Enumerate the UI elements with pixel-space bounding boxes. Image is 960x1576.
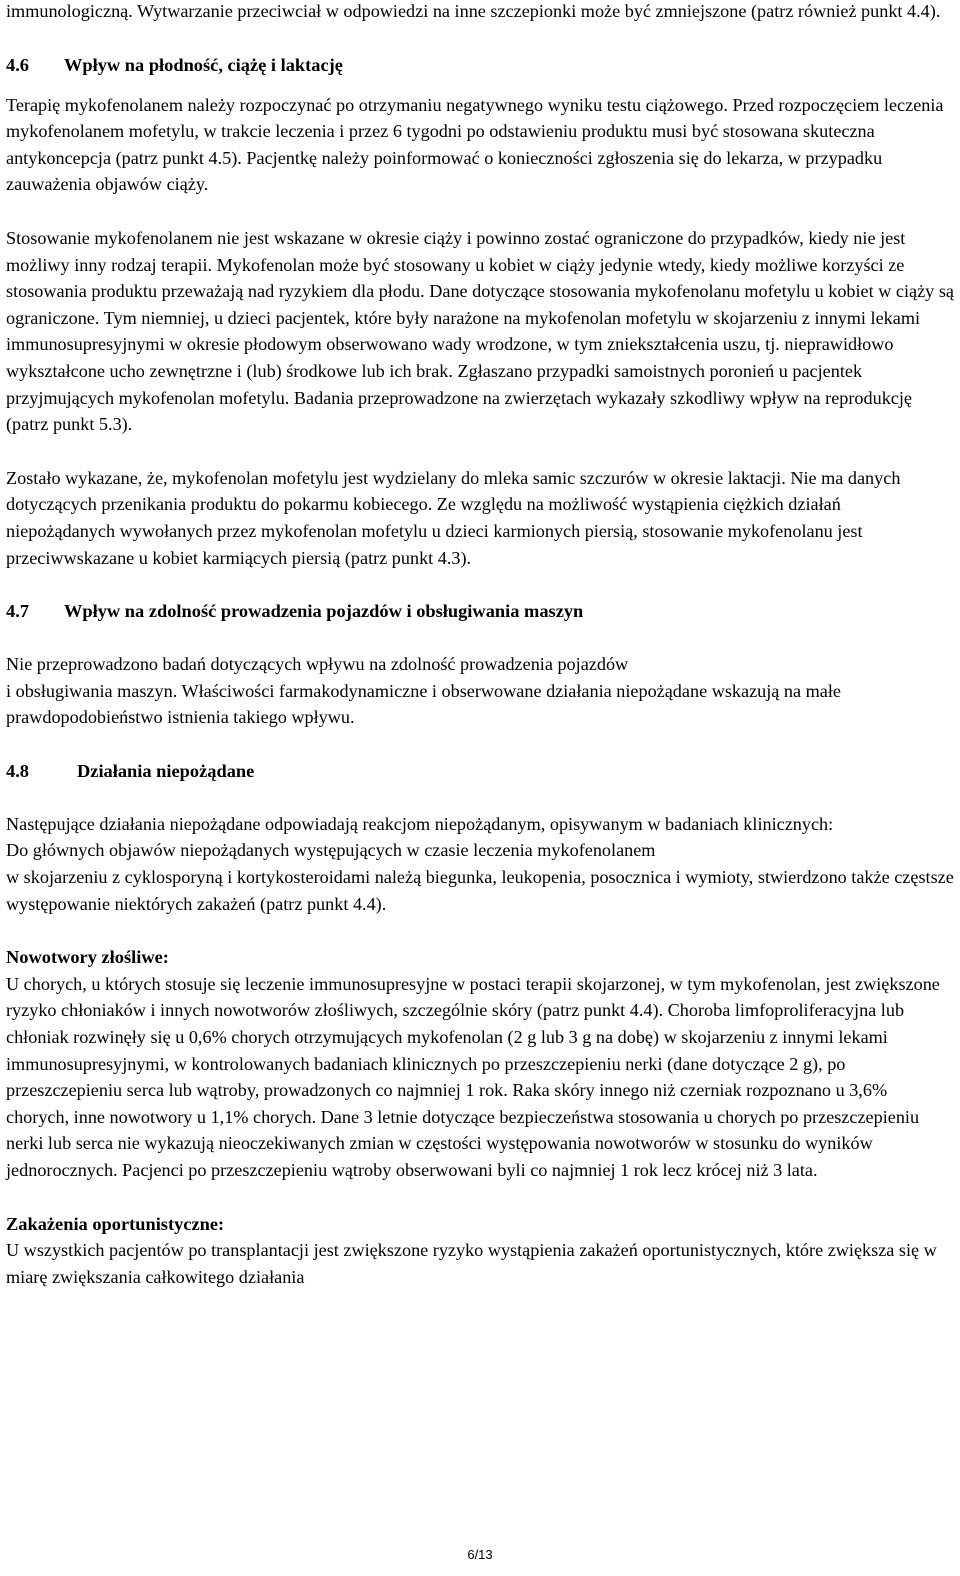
section-title: Działania niepożądane xyxy=(77,760,255,781)
paragraph-line: Nie przeprowadzono badań dotyczących wpływu na zdolność prowadzenia pojazdów xyxy=(6,654,629,675)
paragraph: Terapię mykofenolanem należy rozpoczynać po otrzymaniu negatywnego wyniku testu ciążowego. Przed rozpoczęciem leczenia mykofenolanem mofetylu, w trakcie leczenia i przez 6 tygodni po odstawieniu produktu musi być stosowana skuteczna antykoncepcja (patrz punkt 4.5). Pacjentkę należy poinformować o konieczności zgłoszenia się do lekarza, w przypadku zauważenia objawów ciąży. xyxy=(6,94,944,195)
paragraph: Następujące działania niepożądane odpowiadają reakcjom niepożądanym, opisywanym w badaniach klinicznych: xyxy=(6,813,834,834)
page-number: 6/13 xyxy=(467,1547,493,1562)
subheading-opportunistic-infections: Zakażenia oportunistyczne: xyxy=(6,1213,225,1234)
section-4-8-heading xyxy=(6,758,954,784)
section-number: 4.6 xyxy=(6,54,29,75)
section-number: 4.8 xyxy=(6,760,29,781)
intro-paragraph: immunologiczną. Wytwarzanie przeciwciał w odpowiedzi na inne szczepionki może być zmniejszone (patrz również punkt 4.4). xyxy=(6,1,941,21)
paragraph: i obsługiwania maszyn. Właściwości farmakodynamiczne i obserwowane działania niepożądane wskazują na małe prawdopodobieństwo istnienia takiego wpływu. xyxy=(6,680,841,728)
paragraph: U chorych, u których stosuje się leczenie immunosupresyjne w postaci terapii skojarzonej, w tym mykofenolan, jest zwiększone ryzyko chłoniaków i innych nowotworów złośliwych, szczególnie skóry (patrz punkt 4.4). Choroba limfoproliferacyjna lub chłoniak rozwinęły się u 0,6% chorych otrzymujących mykofenolan (2 g lub 3 g na dobę) w skojarzeniu z innymi lekami immunosupresyjnymi, w kontrolowanych badaniach klinicznych po przeszczepieniu nerki (dane dotyczące 2 g), po przeszczepieniu serca lub wątroby, prowadzonych co najmniej 1 rok. Raka skóry innego niż czerniak rozpoznano u 3,6% chorych, inne nowotwory u 1,1% chorych. Dane 3 letnie dotyczące bezpieczeństwa stosowania u chorych po przeszczepieniu nerki lub serca nie wykazują nieoczekiwanych zmian w częstości występowania nowotworów w stosunku do wyników jednorocznych. Pacjenci po przeszczepieniu wątroby obserwowani byli co najmniej 1 rok lecz krócej niż 3 lata. xyxy=(6,973,940,1180)
subheading-malignancies: Nowotwory złośliwe: xyxy=(6,947,169,968)
section-title: Wpływ na płodność, ciążę i laktację xyxy=(64,54,343,75)
paragraph: w skojarzeniu z cyklosporyną i kortykosteroidami należą biegunka, leukopenia, posocznica i wymioty, stwierdzono także częstsze występowanie niektórych zakażeń (patrz punkt 4.4). xyxy=(6,867,954,914)
document-page xyxy=(6,0,954,1290)
paragraph-line: Do głównych objawów niepożądanych występujących w czasie leczenia mykofenolanem xyxy=(6,840,656,861)
section-4-7-heading xyxy=(6,598,954,624)
section-4-6-heading xyxy=(6,52,954,78)
paragraph: Zostało wykazane, że, mykofenolan mofetylu jest wydzielany do mleka samic szczurów w okresie laktacji. Nie ma danych dotyczących przenikania produktu do pokarmu kobiecego. Ze względu na możliwość wystąpienia ciężkich działań niepożądanych wywołanych przez mykofenolan mofetylu u dzieci karmionych piersią, stosowanie mykofenolanu jest przeciwwskazane u kobiet karmiących piersią (patrz punkt 4.3). xyxy=(6,467,901,568)
section-number: 4.7 xyxy=(6,601,29,622)
section-title: Wpływ na zdolność prowadzenia pojazdów i obsługiwania maszyn xyxy=(64,601,584,622)
paragraph: U wszystkich pacjentów po transplantacji jest zwiększone ryzyko wystąpienia zakażeń oportunistycznych, które zwiększa się w miarę zwiększania całkowitego działania xyxy=(6,1240,937,1287)
paragraph: Stosowanie mykofenolanem nie jest wskazane w okresie ciąży i powinno zostać ograniczone do przypadków, kiedy nie jest możliwy inny rodzaj terapii. Mykofenolan może być stosowany u kobiet w ciąży jedynie wtedy, kiedy możliwe korzyści ze stosowania produktu przeważają nad ryzykiem dla płodu. Dane dotyczące stosowania mykofenolanu mofetylu u kobiet w ciąży są ograniczone. Tym niemniej, u dzieci pacjentek, które były narażone na mykofenolan mofetylu w skojarzeniu z innymi lekami immunosupresyjnymi w okresie płodowym obserwowano wady wrodzone, w tym zniekształcenia uszu, tj. nieprawidłowo wykształcone ucho zewnętrzne i (lub) środkowe lub ich brak. Zgłaszano przypadki samoistnych poronień u pacjentek przyjmujących mykofenolan mofetylu. Badania przeprowadzone na zwierzętach wykazały szkodliwy wpływ na reprodukcję (patrz punkt 5.3). xyxy=(6,227,954,435)
